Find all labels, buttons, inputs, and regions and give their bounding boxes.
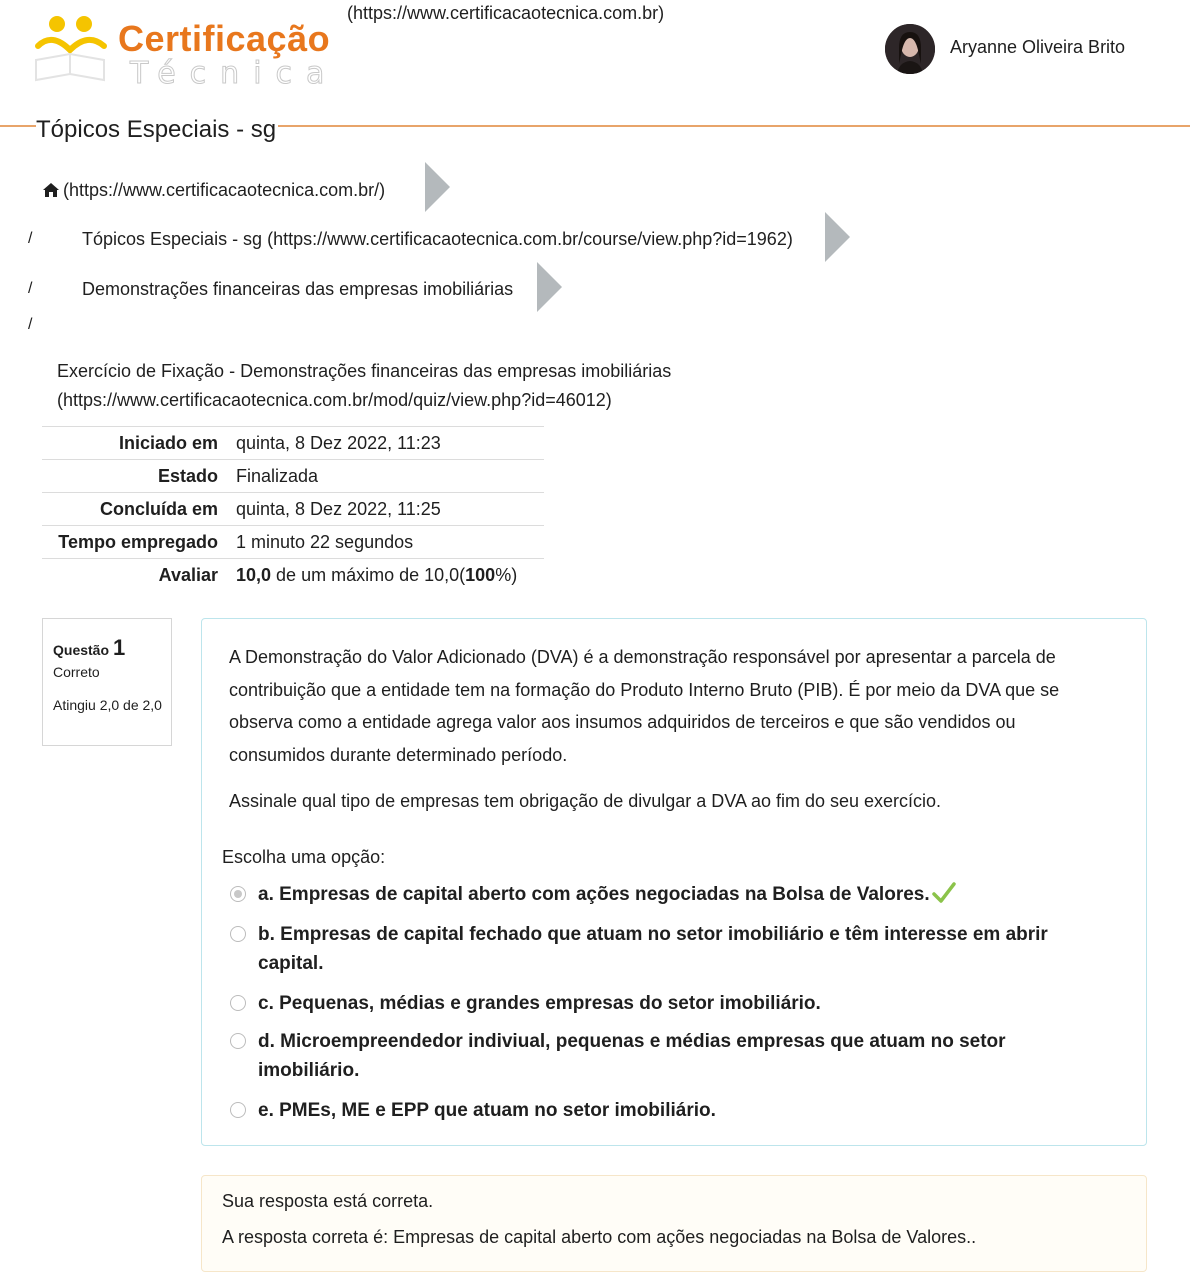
breadcrumb-quiz-title[interactable]: Exercício de Fixação - Demonstrações financeiras das empresas imobiliárias [57, 361, 672, 381]
grade-end: %) [495, 564, 518, 585]
answer-option-e[interactable] [230, 1096, 1078, 1125]
grade-middle: de um máximo de 10,0( [271, 564, 466, 585]
breadcrumb-quiz-url[interactable]: (https://www.certificacaotecnica.com.br/mod/quiz/view.php?id=46012) [57, 390, 612, 410]
time-value: 1 minuto 22 segundos [236, 526, 544, 559]
breadcrumb-separator: / [28, 316, 33, 333]
breadcrumb-separator: / [28, 280, 33, 297]
table-row [42, 427, 544, 460]
answer-option-b[interactable] [230, 920, 1078, 978]
user-menu-name[interactable]: Aryanne Oliveira Brito [950, 37, 1126, 57]
question-paragraph: A Demonstração do Valor Adicionado (DVA) é a demonstração responsável por apresentar a parcela de contribuição que a entidade tem na formação do Produto Interno Bruto (PIB). É por meio da DVA que se observa como a entidade agrega valor aos insumos adquiridos de terceiros e que são vendidos ou consumidos durante determinado período. [229, 647, 1060, 765]
answer-prompt: Escolha uma opção: [222, 847, 386, 867]
radio[interactable] [230, 926, 246, 942]
breadcrumb-separator: / [28, 230, 33, 247]
answer-option-a[interactable] [230, 880, 1078, 909]
breadcrumb-quiz[interactable] [57, 357, 671, 415]
breadcrumb-course[interactable]: Tópicos Especiais - sg (https://www.certificacaotecnica.com.br/course/view.php?id=1962) [82, 229, 793, 249]
breadcrumb-home[interactable] [43, 180, 385, 201]
radio[interactable] [230, 995, 246, 1011]
started-label: Iniciado em [42, 427, 236, 460]
table-row [42, 526, 544, 559]
question-text [229, 641, 1109, 832]
page-title: Tópicos Especiais - sg [36, 116, 277, 143]
state-label: Estado [42, 460, 236, 493]
option-label: d. Microempreendedor indiviual, pequenas e médias empresas que atuam no setor imobiliário. [258, 1031, 1006, 1081]
question-paragraph: Assinale qual tipo de empresas tem obrigação de divulgar a DVA ao fim do seu exercício. [229, 791, 942, 811]
check-icon [932, 882, 956, 904]
feedback-box [201, 1175, 1147, 1272]
grade-label: Avaliar [42, 559, 236, 592]
question-state: Correto [53, 664, 100, 680]
completed-label: Concluída em [42, 493, 236, 526]
state-value: Finalizada [236, 460, 544, 493]
feedback-correct-answer: A resposta correta é: Empresas de capital aberto com ações negociadas na Bolsa de Valores.. [222, 1227, 977, 1247]
home-icon [43, 183, 59, 197]
logo-emblem-icon [32, 10, 112, 85]
completed-value: quinta, 8 Dez 2022, 11:25 [236, 493, 544, 526]
breadcrumb-home-link[interactable]: (https://www.certificacaotecnica.com.br/) [63, 180, 386, 200]
feedback-result: Sua resposta está correta. [222, 1191, 434, 1211]
question-content [201, 618, 1147, 1146]
breadcrumb-arrow-icon [425, 162, 450, 212]
logo-subtitle: Técnica [130, 56, 339, 91]
table-row [42, 493, 544, 526]
grade-score: 10,0 [236, 564, 272, 585]
time-label: Tempo empregado [42, 526, 236, 559]
question-grade: Atingiu 2,0 de 2,0 [53, 697, 162, 713]
started-value: quinta, 8 Dez 2022, 11:23 [236, 427, 544, 460]
table-row [42, 559, 544, 592]
answer-option-d[interactable] [230, 1027, 1078, 1085]
answer-option-c[interactable] [230, 989, 1078, 1018]
question-num: 1 [113, 635, 126, 660]
user-avatar-icon [885, 24, 935, 74]
site-url[interactable]: (https://www.certificacaotecnica.com.br) [347, 3, 665, 23]
table-row [42, 460, 544, 493]
breadcrumb-arrow-icon [825, 212, 850, 262]
breadcrumb-section[interactable]: Demonstrações financeiras das empresas imobiliárias [82, 279, 514, 299]
question-info [42, 618, 172, 746]
option-label: e. PMEs, ME e EPP que atuam no setor imobiliário. [258, 1100, 716, 1121]
radio[interactable] [230, 1102, 246, 1118]
site-logo[interactable] [32, 10, 339, 91]
option-label: c. Pequenas, médias e grandes empresas do setor imobiliário. [258, 993, 821, 1014]
radio[interactable] [230, 1033, 246, 1049]
attempt-summary-table [42, 426, 544, 591]
question-number [53, 635, 125, 661]
question-label: Questão [53, 642, 110, 658]
breadcrumb-arrow-icon [537, 262, 562, 312]
grade-percent: 100 [465, 564, 496, 585]
avatar[interactable] [885, 24, 935, 74]
grade-value [236, 559, 544, 592]
radio-selected[interactable] [230, 886, 246, 902]
logo-title: Certificação [118, 18, 331, 59]
option-label: b. Empresas de capital fechado que atuam no setor imobiliário e têm interesse em abrir capital. [258, 924, 1048, 974]
option-label: a. Empresas de capital aberto com ações negociadas na Bolsa de Valores. [258, 884, 930, 905]
